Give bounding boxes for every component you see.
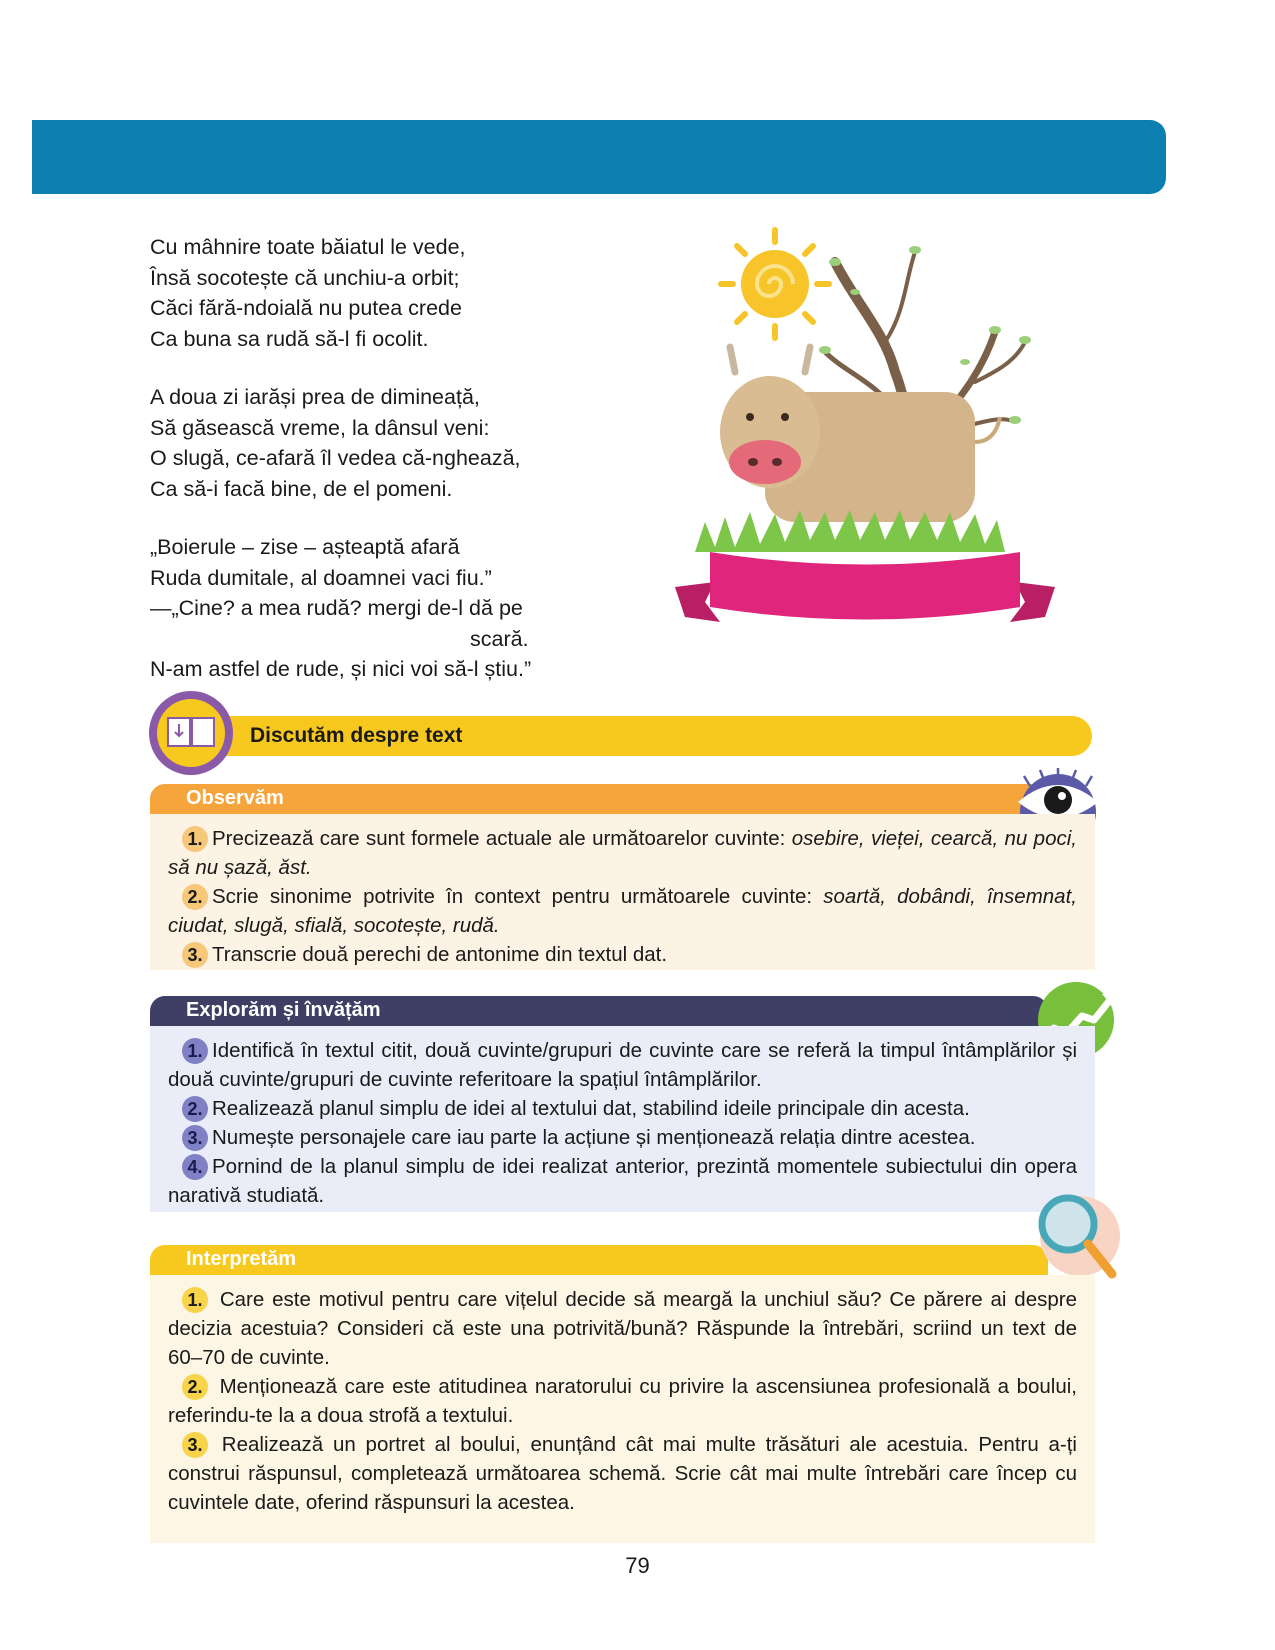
list-item — [168, 1123, 1077, 1152]
item-number: 4. — [182, 1154, 208, 1180]
poem-line: Ca să-i facă bine, de el pomeni. — [150, 476, 453, 501]
item-words: soartă, dobândi, însemnat, ciudat, slugă, sfială, socotește, rudă. — [168, 885, 1077, 937]
exploram-title: Explorăm și învățăm — [186, 999, 381, 1021]
item-number: 3. — [182, 1125, 208, 1151]
item-number: 1. — [182, 1038, 208, 1064]
poem-line: Să găsească vreme, la dânsul veni: — [150, 415, 490, 440]
list-item — [168, 1430, 1077, 1517]
poem-line: „Boierule – zise – așteaptă afară — [150, 535, 460, 559]
item-text: Realizează planul simplu de idei al textului dat, stabilind ideile principale din acesta. — [212, 1097, 970, 1120]
observam-header — [150, 784, 1048, 814]
interpretam-header — [150, 1245, 1048, 1275]
poem-line: Ruda dumitale, al doamnei vaci fiu.” — [150, 565, 492, 590]
item-text: Identifică în textul citit, două cuvinte/grupuri de cuvinte care se referă la timpul întâmplărilor și două cuvinte/grupuri de cuvinte referitoare la spațiul întâmplărilor. — [168, 1039, 1077, 1091]
cow-illustration — [675, 222, 1055, 682]
poem-line: Ca buna sa rudă să-l fi ocolit. — [150, 326, 429, 351]
magnifier-icon — [1030, 1188, 1122, 1288]
list-item — [168, 1152, 1077, 1210]
observam-box — [150, 814, 1095, 970]
poem-line: Cu mâhnire toate băiatul le vede, — [150, 235, 466, 259]
item-number: 2. — [182, 1096, 208, 1122]
list-item — [168, 940, 1077, 969]
poem-stanza — [150, 232, 570, 354]
poem-line: A doua zi iarăși prea de dimineață, — [150, 385, 480, 409]
item-number: 1. — [182, 826, 208, 852]
list-item — [168, 1036, 1077, 1094]
exploram-header — [150, 996, 1048, 1026]
item-number: 3. — [182, 942, 208, 968]
poem-line: Căci fără-ndoială nu putea crede — [150, 296, 462, 320]
list-item — [168, 1372, 1077, 1430]
item-text: Care este motivul pentru care vițelul decide să meargă la unchiul său? Ce părere ai despre decizia acestuia? Consideri că este una potrivită/bună? Răspunde la întrebări, scriind un text de 60–70 de cuvinte. — [168, 1288, 1077, 1369]
item-words: osebire, vieței, cearcă, nu poci, să nu șază, ăst. — [168, 827, 1077, 879]
item-number: 2. — [182, 1374, 208, 1400]
exploram-box — [150, 1026, 1095, 1212]
book-icon — [146, 688, 236, 778]
cow-shape — [720, 347, 1000, 522]
item-number: 1. — [182, 1287, 208, 1313]
item-text: Precizează care sunt formele actuale ale următoarelor cuvinte: — [212, 827, 792, 850]
poem-line: scară. — [470, 626, 529, 651]
item-text: Transcrie două perechi de antonime din textul dat. — [212, 943, 668, 966]
list-item — [168, 1094, 1077, 1123]
poem-stanza — [150, 382, 570, 504]
item-number: 3. — [182, 1432, 208, 1458]
page-number: 79 — [625, 1553, 650, 1578]
item-text: Pornind de la planul simplu de idei realizat anterior, prezintă momentele subiectului din opera narativă studiată. — [168, 1155, 1077, 1207]
item-text: Menționează care este atitudinea naratorului cu privire la ascensiunea profesională a boului, referindu-te la a doua strofă a textului. — [168, 1375, 1078, 1427]
interpretam-title: Interpretăm — [186, 1248, 297, 1270]
item-text: Realizează un portret al boului, enunțând cât mai multe trăsături ale acestuia. Pentru a-ți construi răspunsul, completează următoarea schemă. Scrie cât mai multe întrebări care încep cu cuvintele date, oferind răspunsuri la acestea. — [168, 1433, 1077, 1514]
poem-line: —„Cine? a mea rudă? mergi de-l dă pe — [150, 596, 523, 620]
interpretam-box — [150, 1275, 1095, 1543]
poem-line: Însă socotește că unchiu-a orbit; — [150, 265, 460, 290]
list-item — [168, 882, 1077, 940]
sun-icon — [721, 230, 829, 338]
list-item — [168, 824, 1077, 882]
poem-line: N-am astfel de rude, și nici voi să-l știu.” — [150, 657, 532, 681]
poem-stanza — [150, 532, 570, 685]
ribbon-banner — [675, 552, 1055, 622]
poem-text — [150, 232, 570, 713]
item-number: 2. — [182, 884, 208, 910]
poem-line: O slugă, ce-afară îl vedea că-nghează, — [150, 446, 521, 470]
item-text: Scrie sinonime potrivite în context pentru următoarele cuvinte: — [212, 885, 824, 908]
item-text: Numește personajele care iau parte la acțiune și menționează relația dintre acestea. — [212, 1126, 976, 1149]
list-item — [168, 1285, 1077, 1372]
header-bar — [32, 120, 1166, 194]
discussion-title: Discutăm despre text — [250, 724, 463, 747]
observam-title: Observăm — [186, 787, 284, 809]
